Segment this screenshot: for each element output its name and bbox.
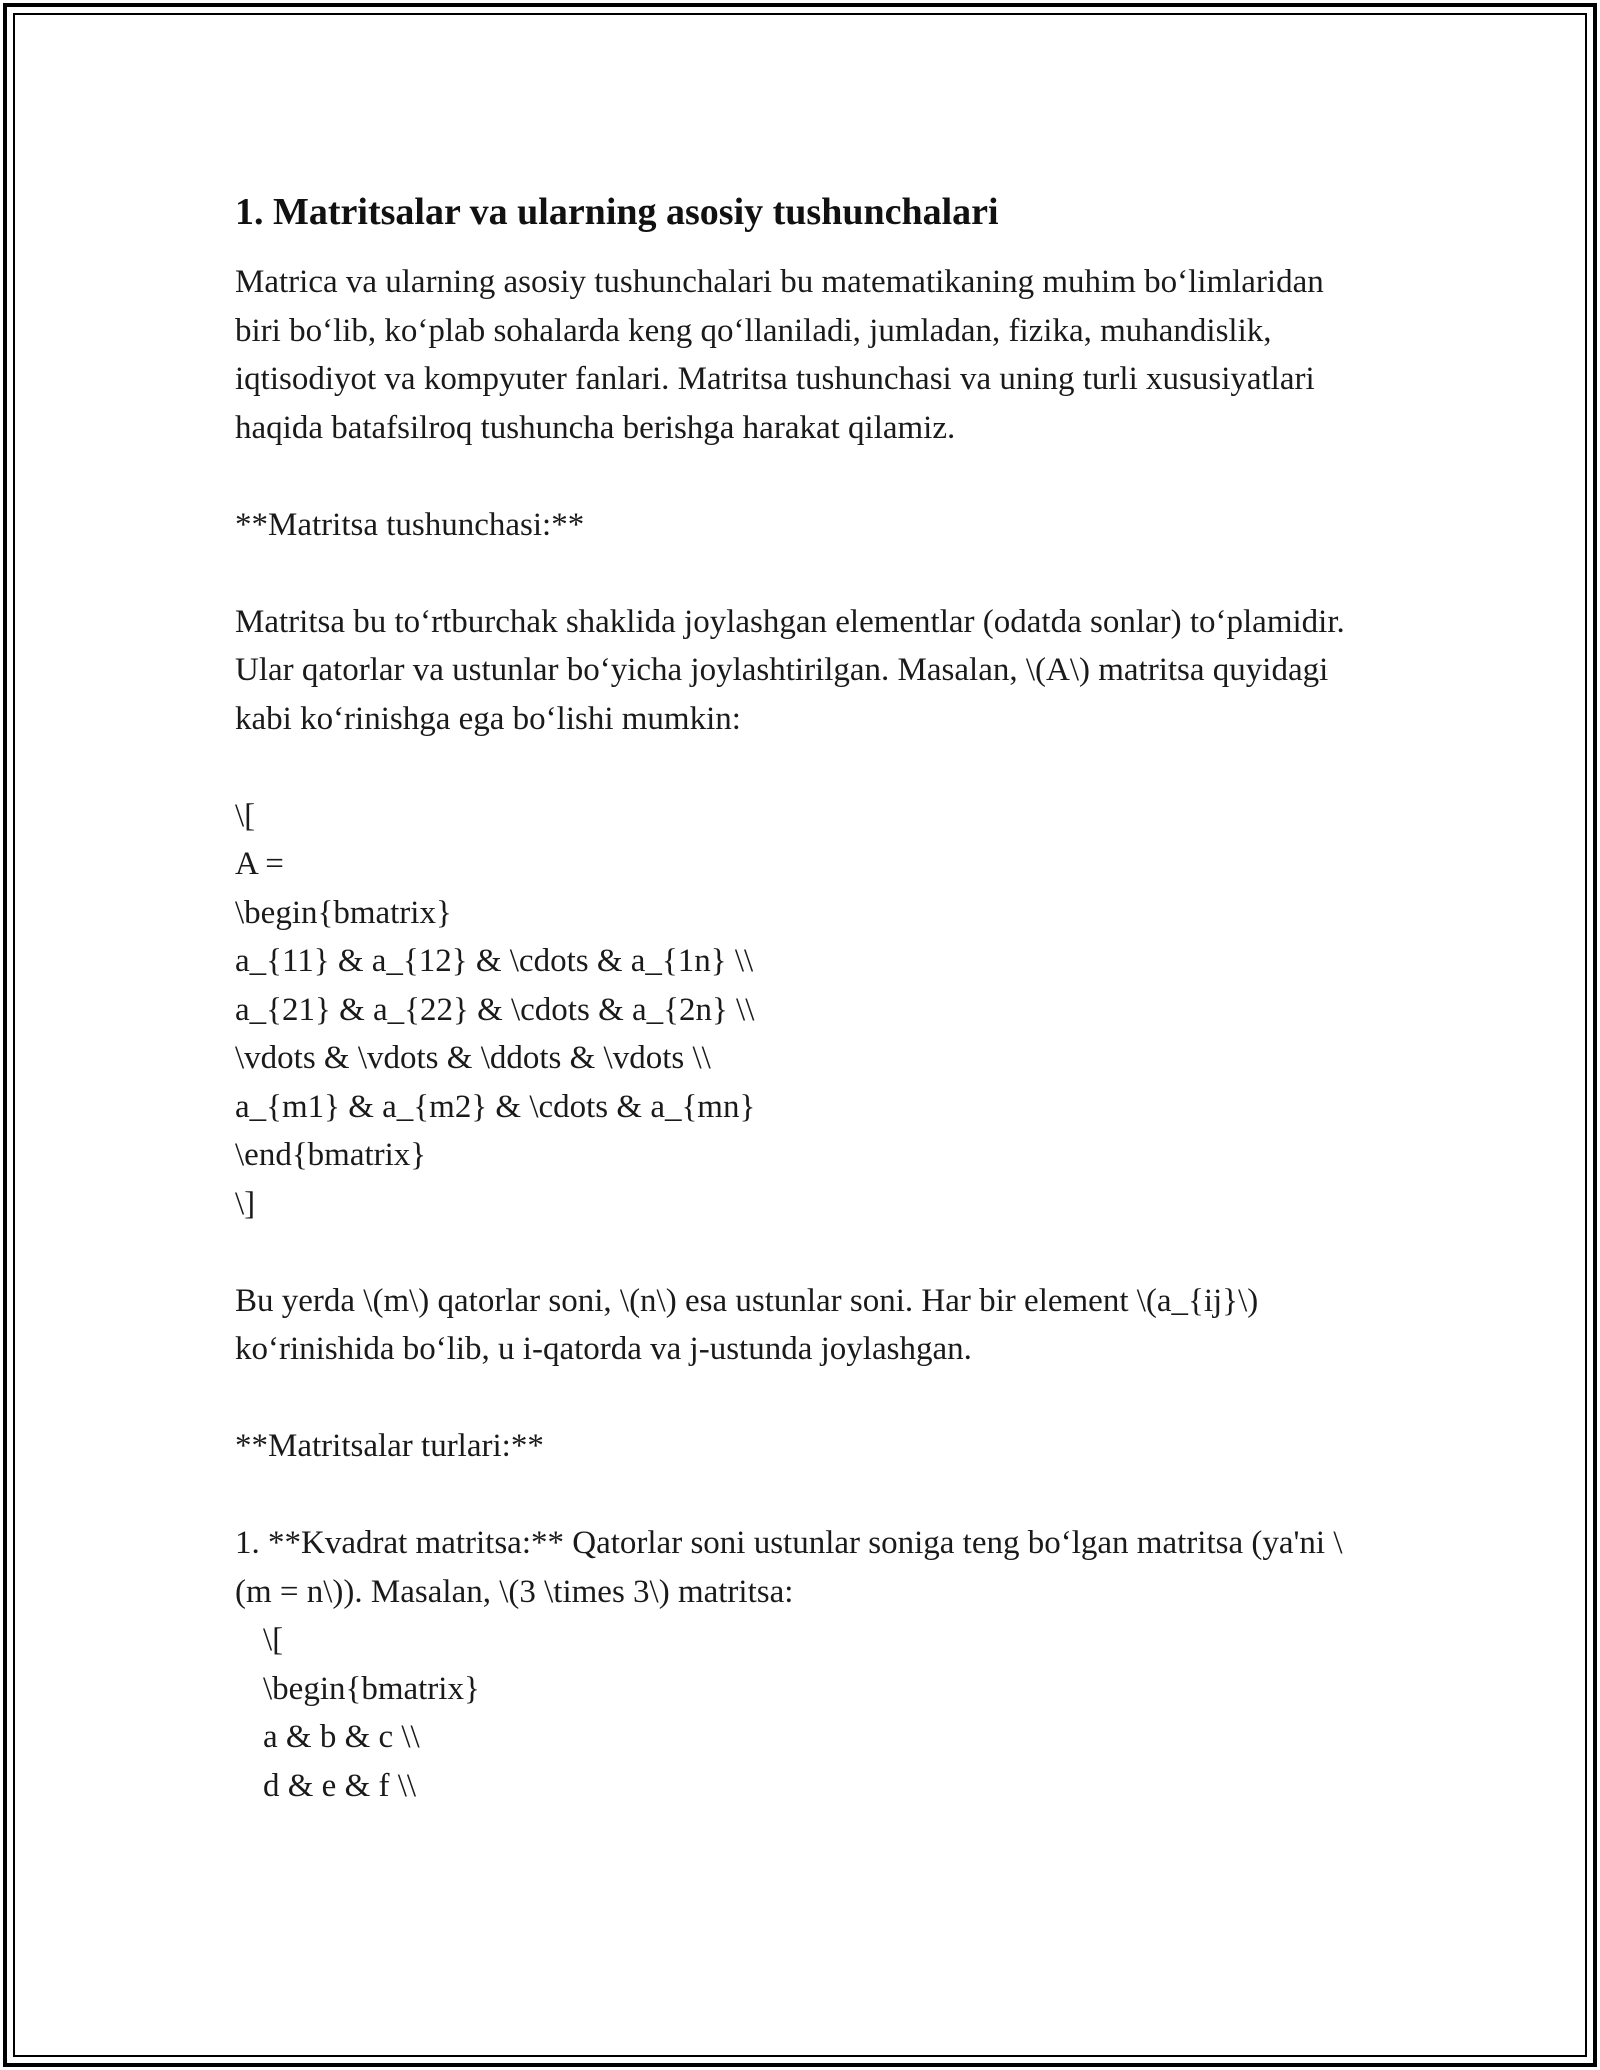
latex-line: a_{21} & a_{22} & \cdots & a_{2n} \\ [235,991,755,1028]
latex-line: \begin{bmatrix} [235,894,452,931]
latex-line: \begin{bmatrix} [263,1670,480,1707]
latex-line: d & e & f \\ [263,1767,417,1804]
matrix-latex-block [235,792,1375,1229]
list-item-kvadrat-matritsa: 1. **Kvadrat matritsa:** Qatorlar soni ustunlar soniga teng bo‘lgan matritsa (ya'ni \(m = n\)). Masalan, \(3 \times 3\) matritsa: [235,1525,1343,1610]
spacer [235,1471,1375,1520]
latex-line: a_{11} & a_{12} & \cdots & a_{1n} \\ [235,943,754,979]
document-body [235,188,1375,1810]
latex-line: \[ [263,1622,284,1658]
intro-paragraph: Matrica va ularning asosiy tushunchalari bu matematikaning muhim bo‘limlaridan biri bo‘lib, ko‘plab sohalarda keng qo‘llaniladi, jumladan, fizika, muhandislik, iqtisodiyot va kompyuter fanlari. Matritsa tushunchasi va uning turli xususiyatlari haqida batafsilroq tushuncha berishga harakat qilamiz. [235,264,1332,446]
latex-line: \] [235,1185,256,1222]
spacer [235,549,1375,598]
latex-line: a & b & c \\ [263,1719,420,1755]
section-title-matritsalar-turlari: **Matritsalar turlari:** [235,1428,544,1464]
definition-paragraph: Matritsa bu to‘rtburchak shaklida joylashgan elementlar (odatda sonlar) to‘plamidir. Ular qatorlar va ustunlar bo‘yicha joylashtirilgan. Masalan, \(A\) matritsa quyidagi kabi ko‘rinishga ega bo‘lishi mumkin: [235,603,1354,737]
latex-line: a_{m1} & a_{m2} & \cdots & a_{mn} [235,1088,756,1125]
explanation-paragraph: Bu yerda \(m\) qatorlar soni, \(n\) esa ustunlar soni. Har bir element \(a_{ij}\) ko‘rinishida bo‘lib, u i-qatorda va j-ustunda joylashgan. [235,1282,1267,1367]
spacer [235,452,1375,501]
section-title-matritsa-tushunchasi: **Matritsa tushunchasi:** [235,506,585,543]
spacer [235,1228,1375,1277]
square-matrix-latex-block [235,1616,1375,1810]
spacer [235,1374,1375,1423]
latex-line: \end{bmatrix} [235,1137,427,1173]
section-heading: 1. Matritsalar va ularning asosiy tushunchalari [235,191,999,233]
spacer [235,743,1375,792]
latex-line: A = [235,846,284,882]
latex-line: \[ [235,797,256,834]
latex-line: \vdots & \vdots & \ddots & \vdots \\ [235,1040,711,1076]
